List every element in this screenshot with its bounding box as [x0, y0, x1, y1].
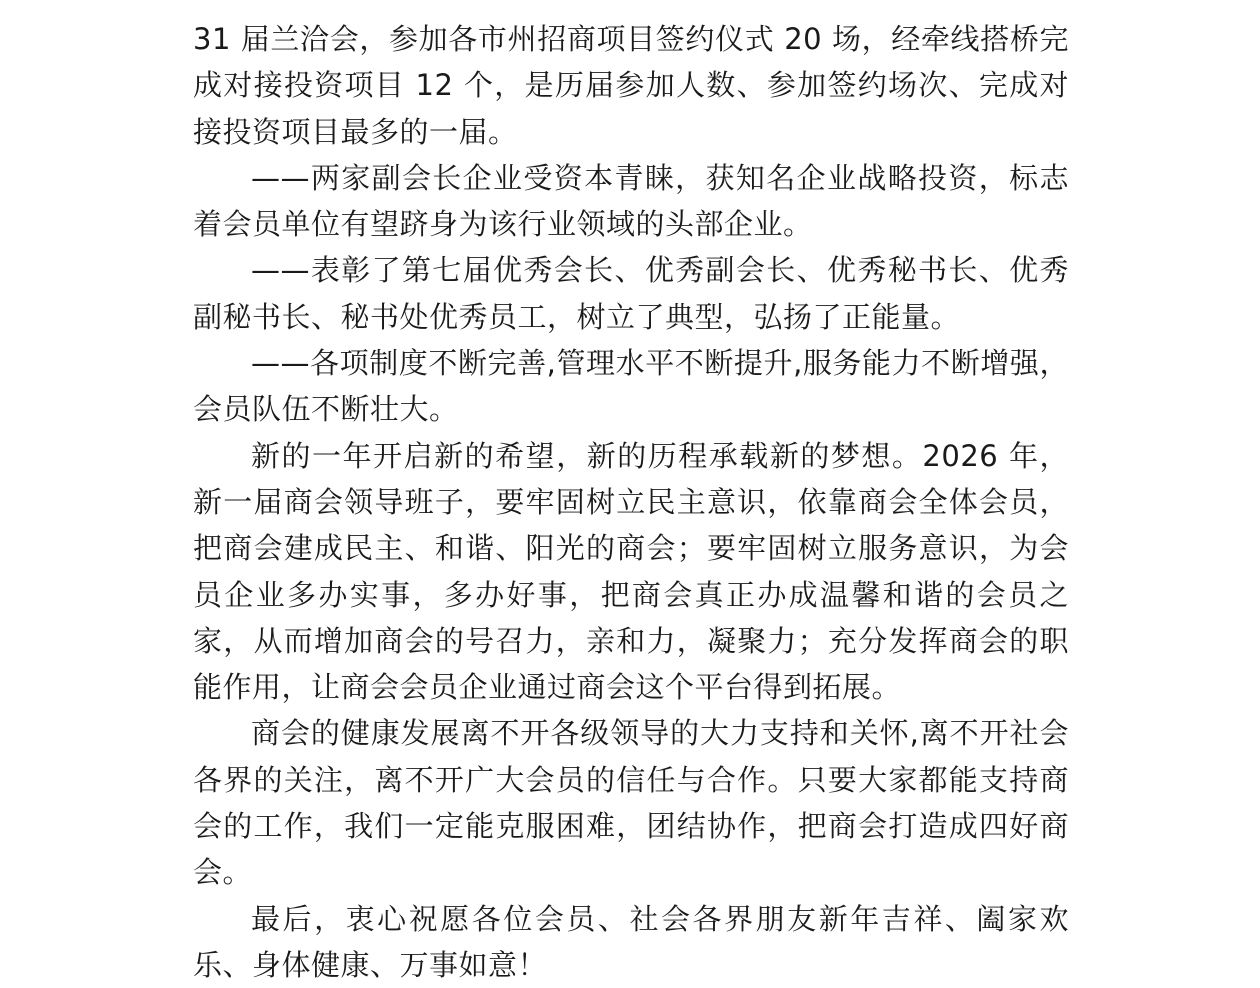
document-page [193, 16, 1069, 988]
paragraph-2: ——两家副会长企业受资本青睐，获知名企业战略投资，标志着会员单位有望跻身为该行业领域的头部企业。 [193, 160, 1069, 242]
paragraph-3: ——表彰了第七届优秀会长、优秀副会长、优秀秘书长、优秀副秘书长、秘书处优秀员工，树立了典型，弘扬了正能量。 [193, 253, 1069, 334]
paragraph-6: 商会的健康发展离不开各级领导的大力支持和关怀,离不开社会各界的关注，离不开广大会员的信任与合作。只要大家都能支持商会的工作，我们一定能克服困难，团结协作，把商会打造成四好商会。 [193, 716, 1069, 890]
paragraph-1: 31 届兰洽会，参加各市州招商项目签约仪式 20 场，经牵线搭桥完成对接投资项目 12 个，是历届参加人数、参加签约场次、完成对接投资项目最多的一届。 [193, 22, 1069, 149]
paragraph-4: ——各项制度不断完善,管理水平不断提升,服务能力不断增强，会员队伍不断壮大。 [193, 346, 1069, 427]
paragraph-5: 新的一年开启新的希望，新的历程承载新的梦想。2026 年，新一届商会领导班子，要牢固树立民主意识，依靠商会全体会员，把商会建成民主、和谐、阳光的商会；要牢固树立服务意识，为会员企业多办实事，多办好事，把商会真正办成温馨和谐的会员之家，从而增加商会的号召力，亲和力，凝聚力；充分发挥商会的职能作用，让商会会员企业通过商会这个平台得到拓展。 [193, 438, 1069, 705]
paragraph-7: 最后，衷心祝愿各位会员、社会各界朋友新年吉祥、阖家欢乐、身体健康、万事如意！ [193, 901, 1069, 982]
